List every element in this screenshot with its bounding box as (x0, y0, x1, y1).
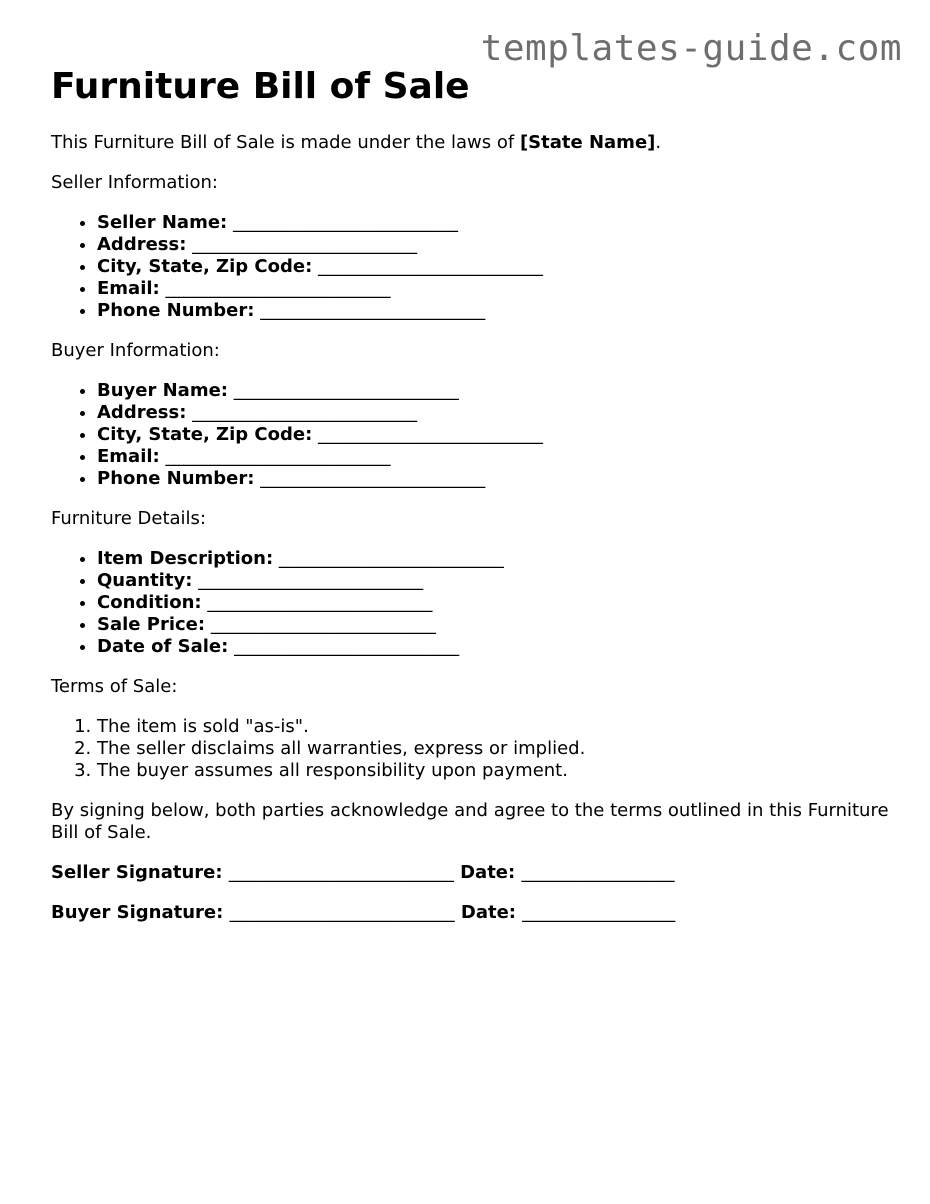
blank-line: _________________________ (229, 902, 455, 923)
condition-field (97, 592, 891, 614)
field-label: Quantity: (97, 570, 193, 591)
field-label: Item Description: (97, 548, 274, 569)
blank-line: _________________________ (260, 300, 486, 321)
blank-line: _________________ (522, 902, 676, 923)
field-label: Phone Number: (97, 300, 255, 321)
seller-address-field (97, 234, 891, 256)
blank-line: _________________________ (210, 614, 436, 635)
signature-label: Buyer Signature: (51, 902, 224, 923)
buyer-signature-line (51, 902, 891, 924)
buyer-email-field (97, 446, 891, 468)
blank-line: _________________________ (318, 424, 544, 445)
term-item: 1. The item is sold "as-is". (97, 716, 891, 738)
buyer-city-state-zip-field (97, 424, 891, 446)
blank-line: _________________________ (278, 548, 504, 569)
blank-line: _________________________ (198, 570, 424, 591)
seller-fields-list (51, 212, 891, 322)
blank-line: _________________________ (234, 636, 460, 657)
document-body (51, 64, 891, 942)
buyer-phone-field (97, 468, 891, 490)
furniture-fields-list (51, 548, 891, 658)
field-label: Condition: (97, 592, 202, 613)
date-label: Date: (460, 902, 516, 923)
seller-email-field (97, 278, 891, 300)
intro-prefix: This Furniture Bill of Sale is made under the laws of (51, 132, 520, 153)
blank-line: _________________________ (192, 402, 418, 423)
page-title: Furniture Bill of Sale (51, 66, 470, 107)
blank-line: _________________________ (207, 592, 433, 613)
buyer-address-field (97, 402, 891, 424)
intro-paragraph (51, 132, 891, 154)
state-name-placeholder: [State Name] (519, 132, 656, 153)
buyer-fields-list (51, 380, 891, 490)
seller-phone-field (97, 300, 891, 322)
buyer-heading: Buyer Information: (51, 340, 220, 361)
seller-heading: Seller Information: (51, 172, 218, 193)
term-item: 2. The seller disclaims all warranties, express or implied. (97, 738, 891, 760)
field-label: Email: (97, 278, 160, 299)
field-label: Sale Price: (97, 614, 206, 635)
blank-line: _________________________ (260, 468, 486, 489)
blank-line: _________________ (521, 862, 675, 883)
field-label: Date of Sale: (97, 636, 229, 657)
field-label: Address: (97, 234, 187, 255)
item-description-field (97, 548, 891, 570)
blank-line: _________________________ (232, 212, 458, 233)
seller-signature-line (51, 862, 891, 884)
quantity-field (97, 570, 891, 592)
date-of-sale-field (97, 636, 891, 658)
blank-line: _________________________ (165, 278, 391, 299)
buyer-name-field (97, 380, 891, 402)
blank-line: _________________________ (165, 446, 391, 467)
field-label: City, State, Zip Code: (97, 424, 313, 445)
date-label: Date: (460, 862, 516, 883)
intro-suffix: . (655, 132, 662, 153)
field-label: Buyer Name: (97, 380, 228, 401)
sale-price-field (97, 614, 891, 636)
blank-line: _________________________ (228, 862, 454, 883)
field-label: Phone Number: (97, 468, 255, 489)
watermark: templates-guide.com (480, 28, 902, 69)
field-label: City, State, Zip Code: (97, 256, 313, 277)
seller-name-field (97, 212, 891, 234)
furniture-heading: Furniture Details: (51, 508, 207, 529)
field-label: Seller Name: (97, 212, 228, 233)
seller-city-state-zip-field (97, 256, 891, 278)
term-item: 3. The buyer assumes all responsibility upon payment. (97, 760, 891, 782)
acknowledgement-paragraph: By signing below, both parties acknowledge and agree to the terms outlined in this Furniture Bill of Sale. (51, 800, 889, 843)
field-label: Email: (97, 446, 160, 467)
terms-heading: Terms of Sale: (51, 676, 178, 697)
blank-line: _________________________ (192, 234, 418, 255)
field-label: Address: (97, 402, 187, 423)
blank-line: _________________________ (318, 256, 544, 277)
signature-label: Seller Signature: (51, 862, 223, 883)
terms-list (51, 716, 891, 782)
blank-line: _________________________ (233, 380, 459, 401)
